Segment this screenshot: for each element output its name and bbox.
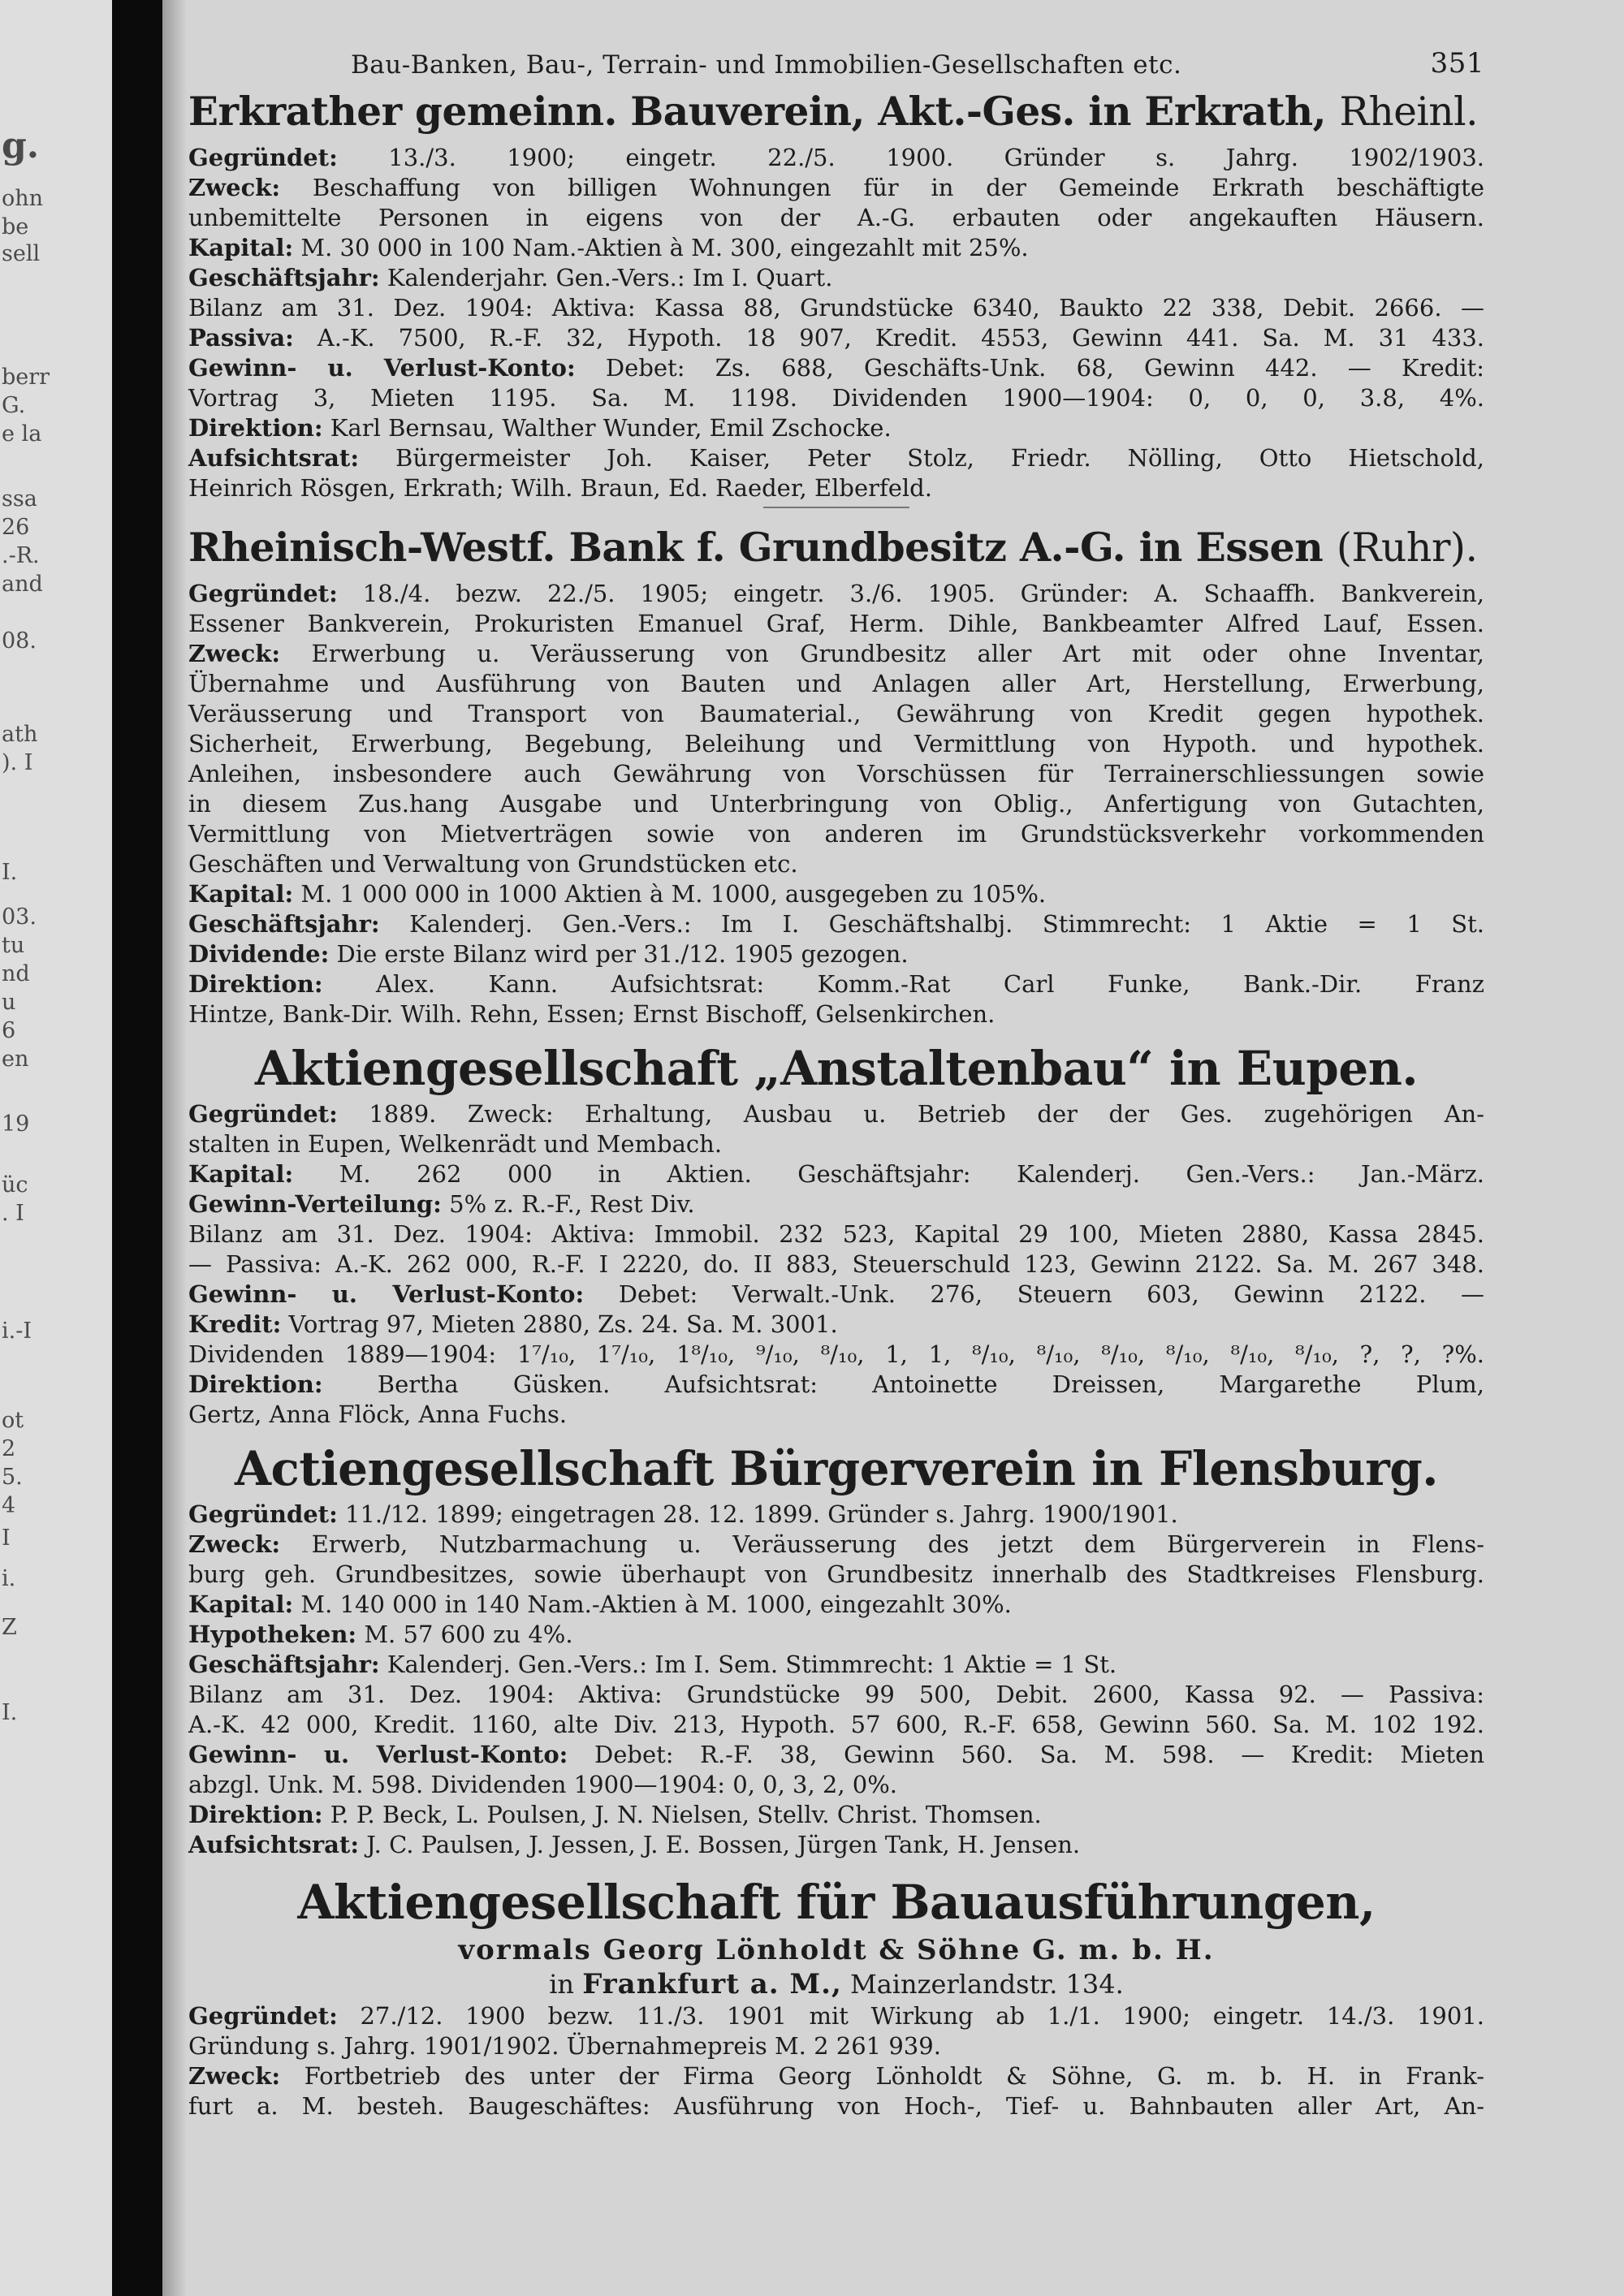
previous-page-edge [0,0,112,2296]
entry-line: Vermittlung von Mietverträgen sowie von anderen im Grundstücksverkehr vorkommenden [188,820,1484,848]
company-entry [188,81,1484,508]
entry-line: Aufsichtsrat: Bürgermeister Joh. Kaiser, Peter Stolz, Friedr. Nölling, Otto Hietschold, [188,444,1484,472]
prev-fragment: tu [2,933,25,958]
entry-title-location: (Ruhr). [1336,524,1478,571]
entry-line: Hintze, Bank-Dir. Wilh. Rehn, Essen; Ernst Bischoff, Gelsenkirchen. [188,1000,996,1028]
prev-fragment: i.-I [2,1318,32,1344]
entry-line: Gewinn-Verteilung: 5% z. R.-F., Rest Div. [188,1190,695,1218]
entry-line: Gegründet: 18./4. bezw. 22./5. 1905; eingetr. 3./6. 1905. Gründer: A. Schaaffh. Bankverein, [188,580,1484,607]
prev-fragment: G. [2,393,26,418]
entry-line: Dividende: Die erste Bilanz wird per 31./12. 1905 gezogen. [188,940,909,968]
company-entry [188,1871,1484,2121]
entry-line: abzgl. Unk. M. 598. Dividenden 1900—1904: 0, 0, 3, 2, 0%. [188,1771,898,1798]
entry-line: Bilanz am 31. Dez. 1904: Aktiva: Immobil. 232 523, Kapital 29 100, Mieten 2880, Kassa 2845. [188,1220,1484,1248]
prev-fragment: berr [2,365,50,390]
entry-line: Heinrich Rösgen, Erkrath; Wilh. Braun, Ed. Raeder, Elberfeld. [188,474,932,502]
prev-fragment: Z [2,1615,17,1640]
prev-fragment: be [2,214,29,240]
prev-fragment: üc [2,1172,28,1198]
prev-fragment: ot [2,1408,24,1433]
entry-line: Gegründet: 27./12. 1900 bezw. 11./3. 1901 mit Wirkung ab 1./1. 1900; eingetr. 14./3. 1901. [188,2002,1484,2030]
entry-line: Bilanz am 31. Dez. 1904: Aktiva: Grundstücke 99 500, Debit. 2600, Kassa 92. — Passiva: [188,1681,1484,1708]
entry-line: Geschäftsjahr: Kalenderj. Gen.-Vers.: Im I. Geschäftshalbj. Stimmrecht: 1 Aktie = 1 St. [188,910,1484,938]
entry-city: Frankfurt a. M., [582,1968,842,2000]
prev-fragment: 19 [2,1111,30,1137]
entry-line: unbemittelte Personen in eigens von der A.-G. erbauten oder angekauften Häusern. [188,204,1484,231]
prev-fragment: 26 [2,515,30,540]
entry-title-location: Rheinl. [1339,89,1479,135]
company-entry [188,1038,1484,1430]
entry-line: Zweck: Erwerb, Nutzbarmachung u. Veräusserung des jetzt dem Bürgerverein in Flens- [188,1530,1484,1558]
entry-title: Actiengesellschaft Bürgerverein in Flensburg. [234,1441,1439,1496]
entry-line: Zweck: Beschaffung von billigen Wohnungen für in der Gemeinde Erkrath beschäftigte [188,174,1484,201]
book-gutter [112,0,162,2296]
entry-line: Zweck: Erwerbung u. Veräusserung von Grundbesitz aller Art mit oder ohne Inventar, [188,640,1484,667]
entry-title: Rheinisch-Westf. Bank f. Grundbesitz A.-G. in Essen (Ruhr). [188,524,1478,571]
entry-line: Direktion: Bertha Güsken. Aufsichtsrat: Antoinette Dreissen, Margarethe Plum, [188,1370,1484,1398]
prev-fragment: e la [2,421,42,447]
entry-line: Passiva: A.-K. 7500, R.-F. 32, Hypoth. 18 907, Kredit. 4553, Gewinn 441. Sa. M. 31 433. [188,324,1484,352]
entry-line: Direktion: Karl Bernsau, Walther Wunder, Emil Zschocke. [188,414,892,442]
entry-line: Kapital: M. 140 000 in 140 Nam.-Aktien à M. 1000, eingezahlt 30%. [188,1590,1012,1618]
prev-fragment: I [2,1526,11,1551]
entry-line: in diesem Zus.hang Ausgabe und Unterbringung von Oblig., Anfertigung von Gutachten, [188,790,1484,818]
entry-line: Direktion: Alex. Kann. Aufsichtsrat: Komm.-Rat Carl Funke, Bank.-Dir. Franz [188,970,1484,998]
entry-line: Veräusserung und Transport von Baumaterial., Gewährung von Kredit gegen hypothek. [188,700,1484,727]
entry-line: Gewinn- u. Verlust-Konto: Debet: Verwalt.-Unk. 276, Steuern 603, Gewinn 2122. — [188,1280,1484,1308]
entry-line: Übernahme und Ausführung von Bauten und Anlagen aller Art, Herstellung, Erwerbung, [188,670,1484,697]
prev-fragment: 5. [2,1465,23,1490]
entry-line: Sicherheit, Erwerbung, Begebung, Beleihung und Vermittlung von Hypoth. und hypothek. [188,730,1484,757]
entry-line: Gegründet: 11./12. 1899; eingetragen 28. 12. 1899. Gründer s. Jahrg. 1900/1901. [188,1500,1178,1528]
prev-fragment: nd [2,961,30,986]
entry-line: A.-K. 42 000, Kredit. 1160, alte Div. 213, Hypoth. 57 600, R.-F. 658, Gewinn 560. Sa. M. 102 192. [188,1711,1484,1738]
prev-fragment: I. [2,1700,18,1725]
prev-fragment: 6 [2,1018,16,1043]
prev-fragment: ath [2,722,38,747]
prev-fragment: 4 [2,1493,16,1518]
company-entry [188,1438,1484,1860]
entry-line: Geschäftsjahr: Kalenderjahr. Gen.-Vers.: Im I. Quart. [188,264,833,291]
prev-fragment: . I [2,1201,24,1226]
entry-line: Gegründet: 1889. Zweck: Erhaltung, Ausbau u. Betrieb der der Ges. zugehörigen An- [188,1100,1484,1128]
entry-line: Anleihen, insbesondere auch Gewährung von Vorschüssen für Terrainerschliessungen sowie [188,760,1484,788]
prev-fragment: ssa [2,486,37,511]
entry-address: in Frankfurt a. M., Mainzerlandstr. 134. [549,1968,1124,2000]
prev-fragment: sell [2,241,41,266]
prev-fragment: 08. [2,628,37,654]
entry-line: Geschäften und Verwaltung von Grundstücken etc. [188,850,798,878]
entry-title: Aktiengesellschaft für Bauausführungen, [297,1875,1376,1930]
separator-rule [763,507,909,508]
entry-line: Bilanz am 31. Dez. 1904: Aktiva: Kassa 88, Grundstücke 6340, Baukto 22 338, Debit. 2666. — [188,294,1484,322]
entry-line: furt a. M. besteh. Baugeschäftes: Ausführung von Hoch-, Tief- u. Bahnbauten aller Art, An- [188,2092,1484,2120]
prev-fragment: .-R. [2,543,40,568]
entry-line: Gründung s. Jahrg. 1901/1902. Übernahmepreis M. 2 261 939. [188,2032,941,2060]
document-page [188,32,1484,2273]
entry-line: Direktion: P. P. Beck, L. Poulsen, J. N. Nielsen, Stellv. Christ. Thomsen. [188,1801,1042,1828]
entry-line: Gertz, Anna Flöck, Anna Fuchs. [188,1400,568,1428]
page-number: 351 [1430,47,1484,80]
gutter-shadow [162,0,187,2296]
prev-fragment: 03. [2,904,37,930]
entry-line: Gegründet: 13./3. 1900; eingetr. 22./5. 1900. Gründer s. Jahrg. 1902/1903. [188,144,1484,171]
entry-line: Geschäftsjahr: Kalenderj. Gen.-Vers.: Im I. Sem. Stimmrecht: 1 Aktie = 1 St. [188,1651,1117,1678]
entry-line: stalten in Eupen, Welkenrädt und Membach. [188,1130,723,1158]
running-header [188,32,1484,81]
prev-fragment: i. [2,1566,16,1591]
entry-line: Zweck: Fortbetrieb des unter der Firma Georg Lönholdt & Söhne, G. m. b. H. in Frank- [188,2062,1484,2090]
prev-fragment: ohn [2,186,44,211]
entry-subtitle: vormals Georg Lönholdt & Söhne G. m. b. H. [458,1934,1215,1966]
entry-line: Kapital: M. 30 000 in 100 Nam.-Aktien à M. 300, eingezahlt mit 25%. [188,234,1029,261]
entry-line: — Passiva: A.-K. 262 000, R.-F. I 2220, do. II 883, Steuerschuld 123, Gewinn 2122. Sa. M. 267 348. [188,1250,1484,1278]
entry-line: Aufsichtsrat: J. C. Paulsen, J. Jessen, J. E. Bossen, Jürgen Tank, H. Jensen. [188,1831,1081,1858]
entry-line: burg geh. Grundbesitzes, sowie überhaupt von Grundbesitz innerhalb des Stadtkreises Flensburg. [188,1560,1484,1588]
prev-fragment: 2 [2,1436,16,1461]
entry-title: Aktiengesellschaft „Anstaltenbau“ in Eupen. [254,1041,1419,1096]
company-entry [188,516,1484,1029]
entry-line: Kapital: M. 1 000 000 in 1000 Aktien à M. 1000, ausgegeben zu 105%. [188,880,1047,908]
entry-line: Kapital: M. 262 000 in Aktien. Geschäftsjahr: Kalenderj. Gen.-Vers.: Jan.-März. [188,1160,1484,1188]
prev-fragment: en [2,1047,29,1072]
entry-line: Hypotheken: M. 57 600 zu 4%. [188,1621,573,1648]
entry-line: Kredit: Vortrag 97, Mieten 2880, Zs. 24. Sa. M. 3001. [188,1310,838,1338]
entry-line: Gewinn- u. Verlust-Konto: Debet: R.-F. 38, Gewinn 560. Sa. M. 598. — Kredit: Mieten [188,1741,1484,1768]
prev-fragment: ). I [2,750,33,775]
prev-fragment: u [2,990,16,1015]
entry-title: Erkrather gemeinn. Bauverein, Akt.-Ges. in Erkrath, Rheinl. [188,88,1479,135]
prev-fragment: and [2,572,43,597]
entry-line: Vortrag 3, Mieten 1195. Sa. M. 1198. Dividenden 1900—1904: 0, 0, 0, 3.8, 4%. [188,384,1484,412]
running-title: Bau-Banken, Bau-, Terrain- und Immobilien-Gesellschaften etc. [351,50,1182,80]
entry-line: Essener Bankverein, Prokuristen Emanuel Graf, Herm. Dihle, Bankbeamter Alfred Lauf, Essen. [188,610,1484,637]
prev-fragment: g. [2,125,40,166]
entry-line: Gewinn- u. Verlust-Konto: Debet: Zs. 688, Geschäfts-Unk. 68, Gewinn 442. — Kredit: [188,354,1484,382]
prev-fragment: I. [2,860,18,885]
entry-line: Dividenden 1889—1904: 1⁷/₁₀, 1⁷/₁₀, 1⁸/₁₀, ⁹/₁₀, ⁸/₁₀, 1, 1, ⁸/₁₀, ⁸/₁₀, ⁸/₁₀, ⁸/₁₀, ⁸/₁₀, ⁸/₁₀, ?, ?, ?%. [188,1340,1484,1368]
